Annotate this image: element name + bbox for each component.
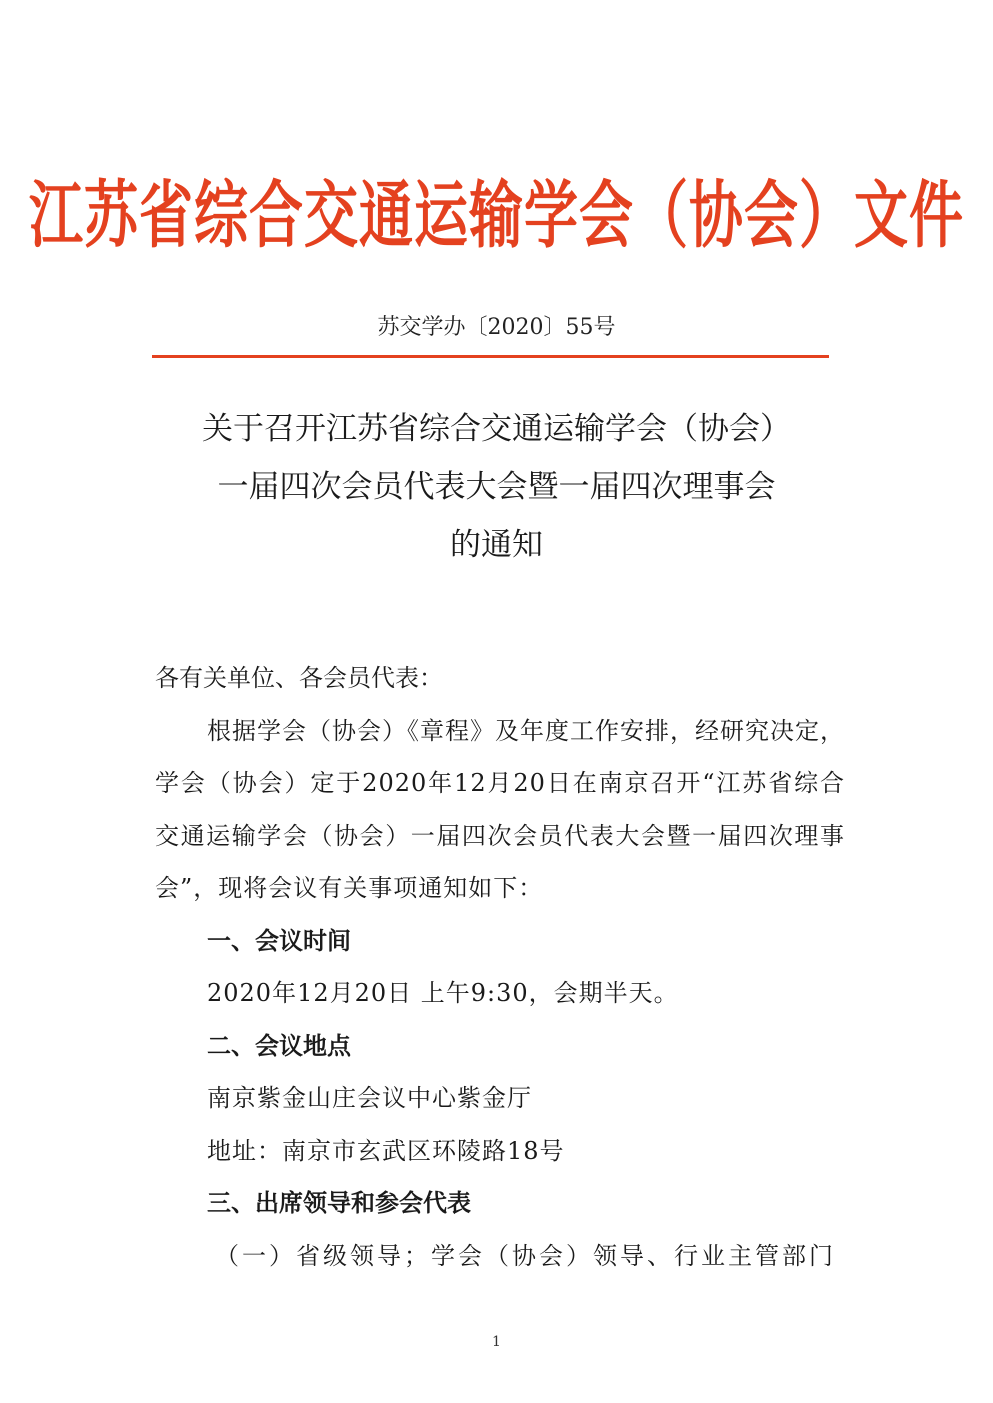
notice-title-line-2: 一届四次会员代表大会暨一届四次理事会 <box>217 469 776 505</box>
intro-paragraph: 根据学会（协会）《章程》及年度工作安排，经研究决定，学会（协会）定于2020年12月20日在南京召开“江苏省综合交通运输学会（协会）一届四次会员代表大会暨一届四次理事会”，现将会议有关事项通知如下： <box>155 716 845 902</box>
section-heading-time: 一、会议时间 <box>207 926 351 955</box>
attendees-item-1: （一）省级领导；学会（协会）领导、行业主管部门 <box>215 1241 836 1270</box>
document-number: 苏交学办〔2020〕55号 <box>377 315 616 340</box>
meeting-time: 2020年12月20日 上午9:30，会期半天。 <box>207 979 679 1007</box>
section-heading-attendees: 三、出席领导和参会代表 <box>207 1189 471 1217</box>
meeting-address: 地址：南京市玄武区环陵路18号 <box>207 1136 565 1165</box>
notice-title-line-3: 的通知 <box>450 527 543 563</box>
red-divider-line <box>152 355 829 358</box>
page-number: 1 <box>492 1334 501 1350</box>
document-header-title: 江苏省综合交通运输学会（协会）文件 <box>29 171 964 258</box>
meeting-venue: 南京紫金山庄会议中心紫金厅 <box>207 1084 532 1112</box>
section-heading-venue: 二、会议地点 <box>207 1031 351 1060</box>
salutation: 各有关单位、各会员代表： <box>155 664 443 692</box>
notice-title <box>0 400 993 574</box>
notice-body <box>155 652 845 1282</box>
notice-title-line-1: 关于召开江苏省综合交通运输学会（协会） <box>202 411 791 447</box>
